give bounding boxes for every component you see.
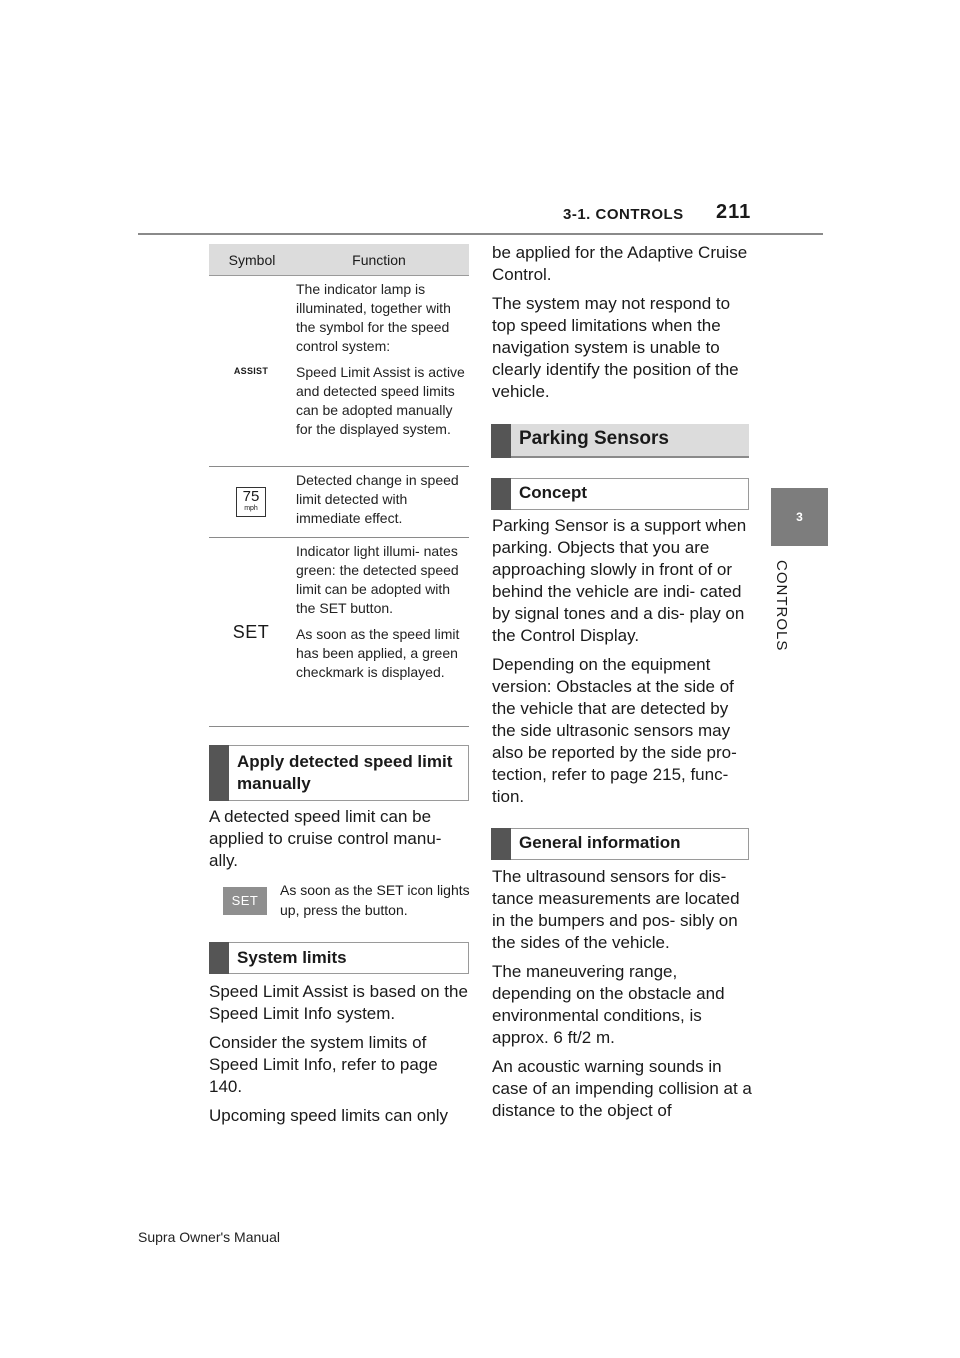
header-divider xyxy=(138,233,823,235)
header-symbol: Symbol xyxy=(228,251,276,268)
table-row xyxy=(209,467,469,538)
row-text: The indicator lamp is illuminated, together with the symbol for the speed control system: xyxy=(296,281,451,354)
chapter-tab[interactable] xyxy=(771,488,828,546)
footer-manual-title: Supra Owner's Manual xyxy=(138,1229,280,1245)
system-limits-heading: System limits xyxy=(209,942,469,974)
row-text: Detected change in speed limit detected with immediate effect. xyxy=(296,472,459,526)
header-function: Function xyxy=(352,251,406,268)
table-header xyxy=(209,244,469,276)
apply-text: A detected speed limit can be applied to cruise control manu- ally. xyxy=(209,807,442,870)
row-text: As soon as the speed limit has been applied, a green checkmark is displayed. xyxy=(296,626,460,680)
symbol-function-table xyxy=(209,244,469,727)
parking-sensors-heading: Parking Sensors xyxy=(491,424,749,458)
general-information-heading: General information xyxy=(491,828,749,860)
row-text: Speed Limit Assist is active and detected speed limits can be adopted manually for the displayed system. xyxy=(296,364,465,437)
section-title: 3-1. CONTROLS xyxy=(563,206,684,223)
page-number: 211 xyxy=(716,201,752,223)
table-row xyxy=(209,538,469,727)
table-row xyxy=(209,276,469,467)
set-button[interactable]: SET xyxy=(223,887,267,915)
set-button-note xyxy=(223,880,473,922)
set-icon: SET xyxy=(232,621,270,642)
continued-text: be applied for the Adaptive Cruise Control. The system may not respond to top speed limitations when the navigation system is unable to clearly identify the position of the vehicle. xyxy=(492,243,748,401)
apply-speed-limit-heading: Apply detected speed limit manually xyxy=(209,745,469,801)
general-information-text: The ultrasound sensors for dis- tance measurements are located in the bumpers and pos- sibly on the sides of the vehicle. The maneuvering range, depending on the obstacle and environmental conditions, is approx. 6 ft/2 m. An acoustic warning sounds in case of an impending collision at a distance to the object of xyxy=(492,867,752,1120)
speed-limit-sign-icon: 75 mph xyxy=(236,487,266,517)
assist-icon: ASSIST xyxy=(233,366,269,376)
chapter-number: 3 xyxy=(796,510,803,524)
concept-heading: Concept xyxy=(491,478,749,510)
set-button-instruction: As soon as the SET icon lights up, press the button. xyxy=(280,882,470,918)
system-limits-text: Speed Limit Assist is based on the Speed Limit Info system. Consider the system limits of Speed Limit Info, refer to page 140. Upcoming speed limits can only xyxy=(209,982,468,1125)
chapter-label: CONTROLS xyxy=(773,560,790,652)
row-text: Indicator light illumi- nates green: the detected speed limit can be adopted with the SET button. xyxy=(296,543,459,616)
concept-text: Parking Sensor is a support when parking. Objects that you are approaching slowly in front of or behind the vehicle are indi- cated by signal tones and a dis- play on the Control Display. Depending on the equipment version: Obstacles at the side of the vehicle that are detected by the side ultrasonic sensors may also be reported by the side pro- tection, refer to page 215, func- tion. xyxy=(492,516,747,806)
